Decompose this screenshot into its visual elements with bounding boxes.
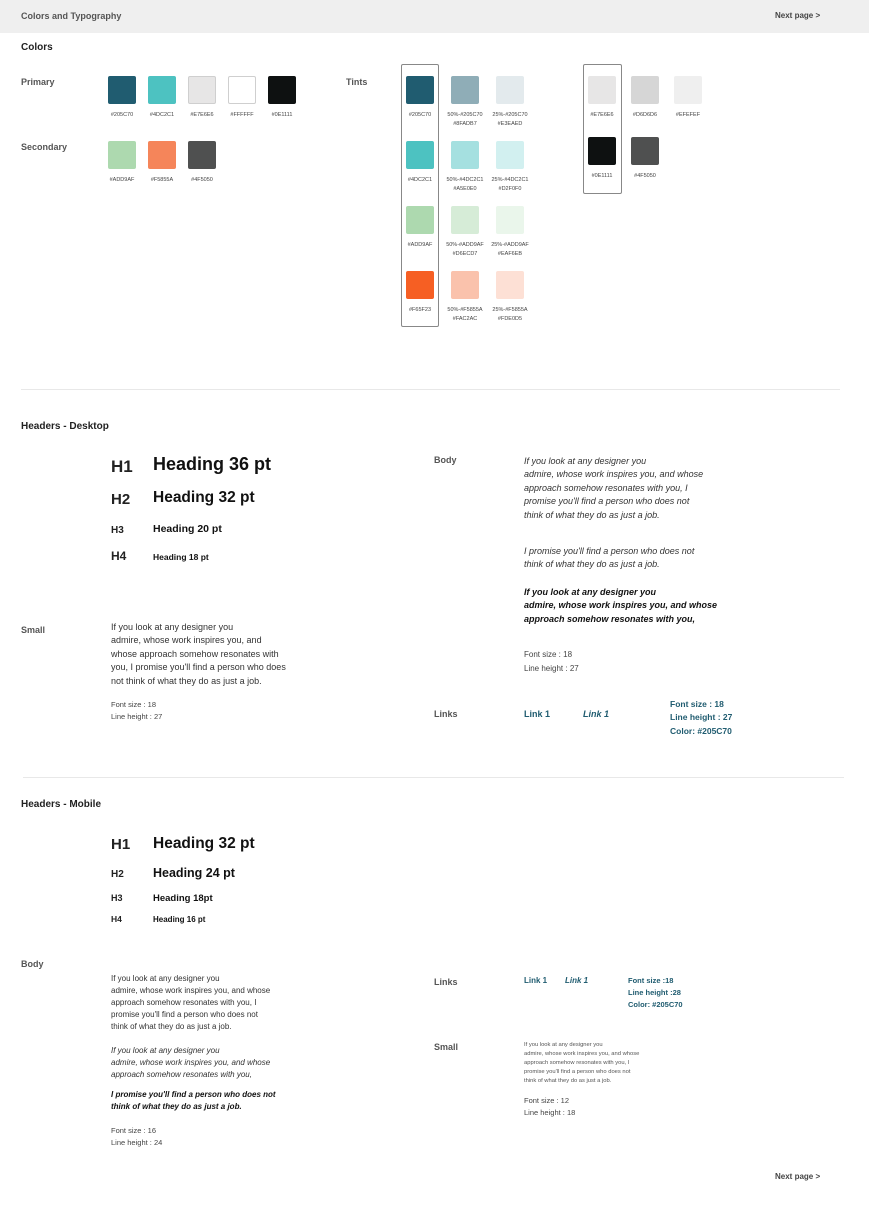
desktop-link-1-italic[interactable]: Link 1	[583, 709, 610, 719]
desktop-h2-sample: Heading 32 pt	[153, 489, 255, 506]
tint-color-caption: 50%-#ADD9AF #D6ECD7	[446, 242, 484, 257]
desktop-h3-sample: Heading 20 pt	[153, 523, 222, 535]
desktop-h4-label: H4	[111, 549, 127, 563]
tint-color-caption: 25%-#ADD9AF #EAF6EB	[491, 242, 529, 257]
primary-color-caption: #FFFFFF	[230, 112, 254, 118]
desktop-h2-label: H2	[111, 491, 131, 508]
mobile-body-font-size: Font size : 16	[111, 1126, 157, 1135]
mobile-links-label: Links	[434, 977, 458, 987]
desktop-h1-sample: Heading 36 pt	[153, 454, 272, 474]
neutral-tint-color-swatch	[631, 137, 659, 165]
desktop-section-title: Headers - Desktop	[21, 421, 109, 432]
desktop-links-label: Links	[434, 709, 458, 719]
secondary-color-swatch	[108, 141, 136, 169]
mobile-h1-sample: Heading 32 pt	[153, 835, 255, 852]
tint-color-caption: 25%-#F5855A #FDE0D5	[492, 307, 528, 322]
neutral-tint-color-caption: #0E1111	[591, 173, 613, 179]
tint-color-swatch	[451, 141, 479, 169]
colors-title: Colors	[21, 42, 53, 53]
mobile-h4-label: H4	[111, 914, 122, 924]
primary-color-swatch	[268, 76, 296, 104]
desktop-link-1[interactable]: Link 1	[524, 709, 551, 719]
mobile-section-title: Headers - Mobile	[21, 799, 102, 810]
mobile-body-italic: If you look at any designer you admire, whose work inspires you, and whose approach somehow resonates with you,	[111, 1046, 271, 1079]
desktop-h1-label: H1	[111, 457, 133, 476]
primary-color-caption: #0E1111	[271, 112, 293, 118]
mobile-small-font-size: Font size : 12	[524, 1096, 570, 1105]
neutral-tint-color-caption: #4F5050	[634, 173, 656, 179]
desktop-h4-sample: Heading 18 pt	[153, 552, 209, 562]
tint-color-caption: #F65F23	[408, 307, 431, 313]
secondary-color-caption: #F5855A	[150, 177, 174, 183]
neutral-tint-color-swatch	[631, 76, 659, 104]
desktop-body-bold-italic: If you look at any designer you admire, whose work inspires you, and whose approach somehow resonates with you,	[524, 587, 718, 624]
tint-color-swatch	[451, 271, 479, 299]
neutral-tint-color-caption: #EFEFEF	[675, 112, 701, 118]
desktop-body-italic-2: I promise you'll find a person who does not think of what they do as just a job.	[524, 546, 695, 570]
primary-color-swatch	[228, 76, 256, 104]
desktop-small-text: If you look at any designer you admire, whose work inspires you, and whose approach somehow resonates with you, I promise you'll find a person who does not think of what they do as just a job.	[111, 622, 286, 686]
primary-color-caption: #205C70	[110, 112, 134, 118]
tint-color-swatch	[451, 76, 479, 104]
neutral-tint-color-swatch	[674, 76, 702, 104]
tints-base-group-box	[401, 64, 439, 327]
primary-color-caption: #4DC2C1	[149, 112, 175, 118]
secondary-color-swatch	[148, 141, 176, 169]
mobile-link-color: Color: #205C70	[628, 1000, 683, 1009]
page-title: Colors and Typography	[21, 11, 122, 21]
neutral-tints-group-box	[583, 64, 622, 194]
neutral-tint-color-caption: #D6D6D6	[632, 112, 658, 118]
desktop-link-line-height: Line height : 27	[670, 712, 733, 722]
mobile-link-line-height: Line height :28	[628, 988, 681, 997]
secondary-color-caption: #4F5050	[191, 177, 213, 183]
tint-color-swatch	[496, 76, 524, 104]
mobile-small-line-height: Line height : 18	[524, 1108, 576, 1117]
next-page-link-bottom[interactable]: Next page >	[775, 1172, 821, 1181]
tint-color-swatch	[496, 206, 524, 234]
desktop-body-font-size: Font size : 18	[524, 650, 573, 659]
mobile-body-text: If you look at any designer you admire, whose work inspires you, and whose approach somehow resonates with you, I promise you'll find a person who does not think of what they do as just a job.	[111, 974, 271, 1031]
next-page-link-top[interactable]: Next page >	[775, 11, 821, 20]
desktop-small-label: Small	[21, 625, 46, 635]
mobile-link-1[interactable]: Link 1	[524, 976, 548, 985]
mobile-small-label: Small	[434, 1042, 459, 1052]
desktop-small-font-size: Font size : 18	[111, 700, 157, 709]
mobile-h4-sample: Heading 16 pt	[153, 915, 206, 924]
divider	[21, 389, 840, 390]
mobile-h2-label: H2	[111, 869, 124, 880]
tint-color-swatch	[496, 141, 524, 169]
tint-color-swatch	[496, 271, 524, 299]
tint-color-caption: #205C70	[408, 112, 432, 118]
tint-color-caption: 25%-#4DC2C1 #D2F0F0	[491, 177, 529, 192]
primary-color-swatch	[148, 76, 176, 104]
tints-label: Tints	[346, 77, 368, 87]
neutral-tint-color-caption: #E7E6E6	[590, 112, 614, 118]
secondary-color-caption: #ADD9AF	[109, 177, 135, 183]
primary-label: Primary	[21, 77, 55, 87]
tint-color-caption: 50%-#205C70 #8FADB7	[447, 112, 483, 127]
mobile-body-bold-italic: I promise you'll find a person who does not think of what they do as just a job.	[111, 1090, 276, 1111]
tint-color-caption: #ADD9AF	[407, 242, 433, 248]
tint-color-swatch	[451, 206, 479, 234]
secondary-color-swatch	[188, 141, 216, 169]
desktop-small-line-height: Line height : 27	[111, 712, 163, 721]
desktop-body-label: Body	[434, 455, 457, 465]
primary-color-caption: #E7E6E6	[190, 112, 214, 118]
desktop-h3-label: H3	[111, 525, 124, 536]
mobile-h2-sample: Heading 24 pt	[153, 866, 235, 880]
mobile-h3-sample: Heading 18pt	[153, 893, 213, 904]
secondary-label: Secondary	[21, 142, 68, 152]
mobile-h3-label: H3	[111, 893, 123, 903]
primary-color-swatch	[188, 76, 216, 104]
mobile-link-1-italic[interactable]: Link 1	[565, 976, 589, 985]
tint-color-caption: 50%-#F5855A #FAC2AC	[447, 307, 483, 322]
top-bar	[0, 0, 869, 33]
desktop-body-italic: If you look at any designer you admire, whose work inspires you, and whose approach somehow resonates with you, I promise you'll find a person who does not think of what they do as just a job.	[524, 456, 704, 520]
tint-color-caption: 50%-#4DC2C1 #A5E0E0	[446, 177, 484, 192]
desktop-body-line-height: Line height : 27	[524, 664, 579, 673]
mobile-small-text: If you look at any designer you admire, whose work inspires you, and whose approach somehow resonates with you, I promise you'll find a person who does not think of what they do as just a job.	[524, 1042, 640, 1084]
desktop-link-color: Color: #205C70	[670, 726, 732, 736]
mobile-h1-label: H1	[111, 836, 131, 853]
mobile-link-font-size: Font size :18	[628, 976, 674, 985]
desktop-link-font-size: Font size : 18	[670, 699, 724, 709]
divider	[23, 777, 844, 778]
mobile-body-label: Body	[21, 959, 44, 969]
tint-color-caption: #4DC2C1	[407, 177, 433, 183]
mobile-body-line-height: Line height : 24	[111, 1138, 163, 1147]
primary-color-swatch	[108, 76, 136, 104]
tint-color-caption: 25%-#205C70 #E3EAED	[492, 112, 528, 127]
